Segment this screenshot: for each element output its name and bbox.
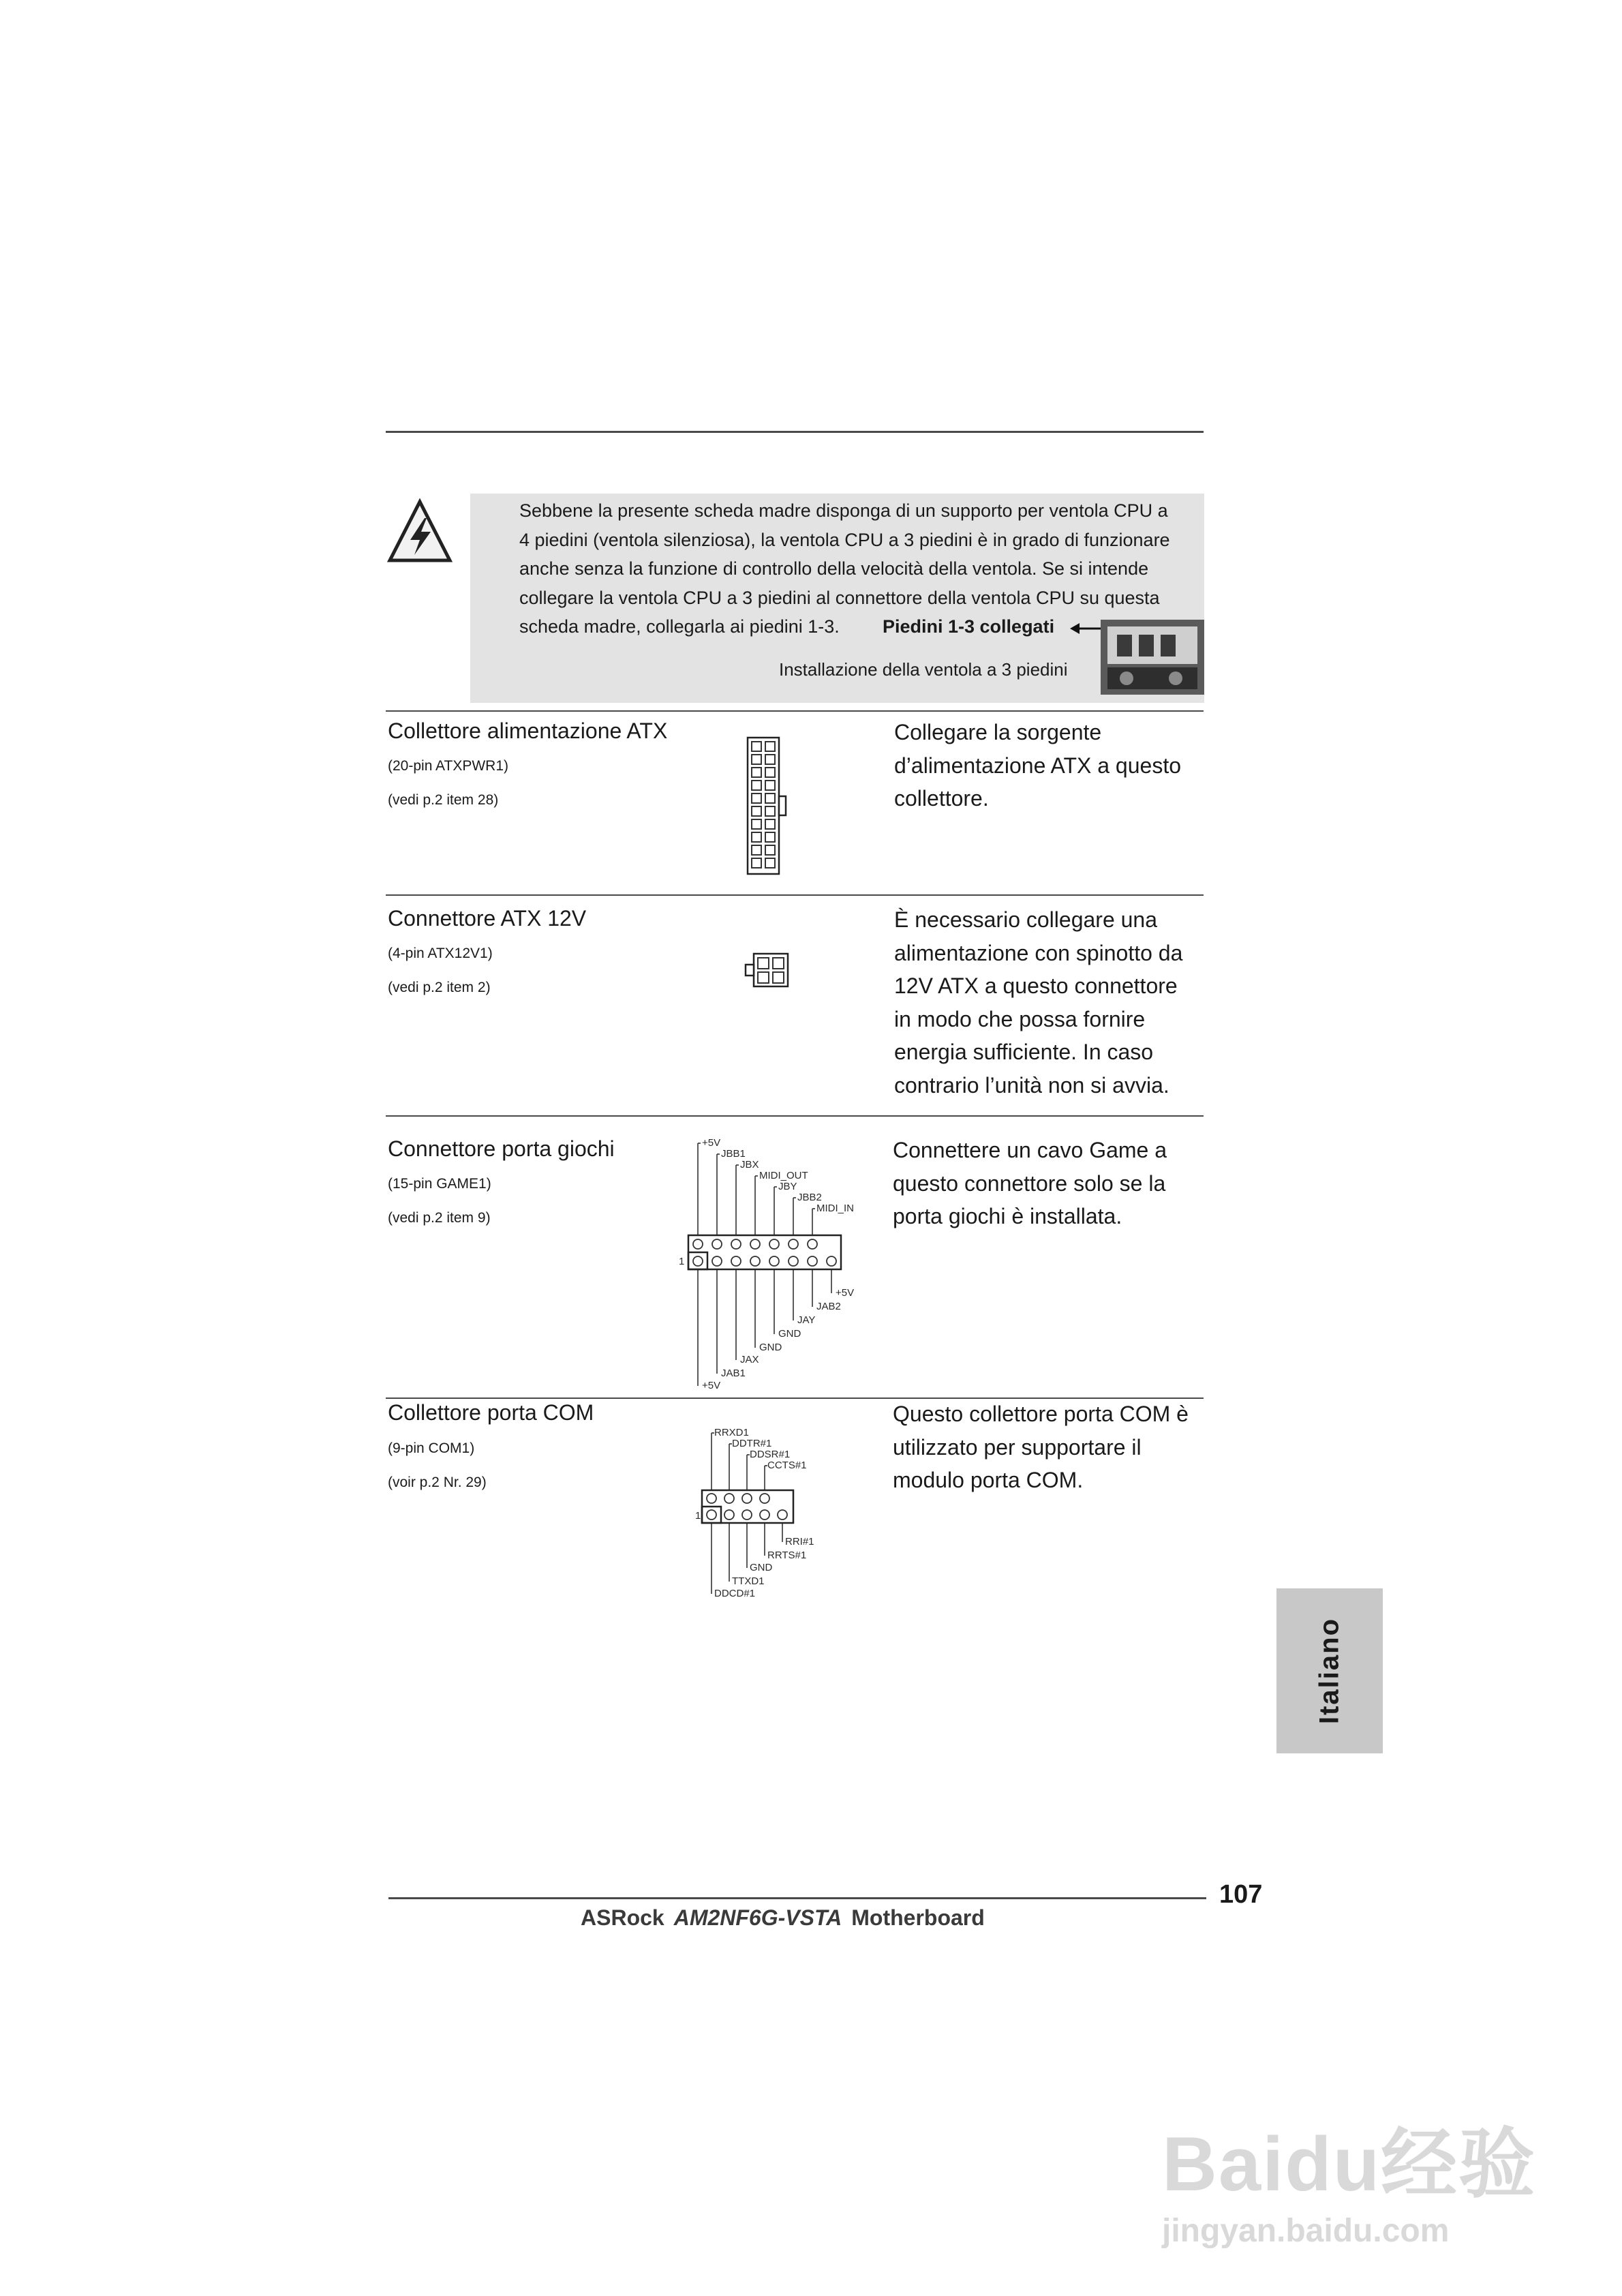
footer-brand: ASRock	[581, 1905, 664, 1930]
footer-product: Motherboard	[851, 1905, 985, 1930]
section-rule	[386, 1115, 1204, 1117]
fan-install-caption: Installazione della ventola a 3 piedini	[779, 659, 1068, 680]
section-ref: (vedi p.2 item 2)	[388, 980, 491, 995]
pin-label: RRI#1	[785, 1536, 814, 1547]
fan-connector-photo	[1101, 620, 1204, 695]
section-pin-info: (20-pin ATXPWR1)	[388, 758, 508, 774]
top-rule	[386, 431, 1204, 433]
pin-label: JBX	[740, 1159, 759, 1170]
pin-label: JBY	[778, 1181, 797, 1192]
section-ref: (vedi p.2 item 28)	[388, 792, 499, 808]
pin-label: JBB1	[721, 1148, 746, 1160]
fan-note-text: Sebbene la presente scheda madre disponga di un supporto per ventola CPU a 4 piedini (ventola silenziosa), la ventola CPU a 3 piedini è in grado di funzionare anche senza la funzione di controllo della velocità della ventola. Se si intende collegare la ventola CPU a 3 piedini al connettore della ventola CPU su questa scheda madre, collegarla ai piedini 1-3.	[519, 500, 1170, 637]
pin-label: +5V	[836, 1287, 855, 1299]
pin-label: DDSR#1	[750, 1449, 791, 1460]
pin-label: DDCD#1	[714, 1588, 756, 1599]
section-title: Collettore alimentazione ATX	[388, 719, 668, 743]
pin-one-label: 1	[695, 1510, 701, 1522]
pin-label: JAB2	[816, 1301, 841, 1312]
section-desc: Questo collettore porta COM è utilizzato per supportare il modulo porta COM.	[893, 1402, 1189, 1492]
pin-one-label: 1	[679, 1256, 685, 1267]
pin-label: DDTR#1	[732, 1438, 772, 1449]
pins-connected-label: Piedini 1-3 collegati	[883, 616, 1055, 637]
atx-power-connector-diagram	[746, 736, 794, 877]
pin-label: GND	[778, 1328, 801, 1340]
footer-model: AM2NF6G-VSTA	[673, 1905, 842, 1930]
page-number: 107	[1219, 1880, 1263, 1909]
section-rule	[386, 894, 1204, 896]
footer-rule	[388, 1897, 1206, 1899]
pin-label: GND	[750, 1562, 773, 1573]
section-pin-info: (4-pin ATX12V1)	[388, 946, 493, 961]
pin-label: +5V	[702, 1380, 721, 1391]
section-desc: Collegare la sorgente d’alimentazione ATX a questo collettore.	[894, 720, 1181, 811]
section-title: Collettore porta COM	[388, 1400, 594, 1425]
pin-label: GND	[759, 1342, 782, 1353]
footer-title	[581, 1905, 985, 1931]
baidu-watermark-url: jingyan.baidu.com	[1162, 2213, 1450, 2249]
fan-note-box	[470, 494, 1204, 703]
pin-label: RRTS#1	[767, 1550, 807, 1561]
section-title: Connettore porta giochi	[388, 1136, 615, 1161]
pin-label: JAX	[740, 1354, 759, 1365]
pin-label: JBB2	[797, 1192, 822, 1203]
pin-label: +5V	[702, 1137, 721, 1149]
baidu-watermark: Baidu经验	[1162, 2121, 1537, 2207]
section-pin-info: (15-pin GAME1)	[388, 1176, 491, 1192]
atx12v-connector-diagram	[743, 951, 792, 989]
warning-icon	[386, 498, 454, 566]
pin-label: RRXD1	[714, 1427, 749, 1438]
language-side-tab	[1276, 1588, 1383, 1753]
pin-label: MIDI_IN	[816, 1203, 855, 1214]
section-pin-info: (9-pin COM1)	[388, 1440, 475, 1456]
arrow-left-icon	[1070, 620, 1104, 637]
section-title: Connettore ATX 12V	[388, 906, 587, 931]
pin-label: MIDI_OUT	[759, 1170, 808, 1181]
com-port-diagram	[695, 1425, 845, 1602]
pin-label: JAB1	[721, 1368, 746, 1379]
game-port-diagram	[675, 1135, 872, 1394]
section-desc: È necessario collegare una alimentazione con spinotto da 12V ATX a questo connettore in modo che possa fornire energia sufficiente. In caso contrario l’unità non si avvia.	[894, 907, 1183, 1098]
pin-label: JAY	[797, 1314, 816, 1326]
section-ref: (voir p.2 Nr. 29)	[388, 1475, 487, 1490]
section-desc: Connettere un cavo Game a questo connettore solo se la porta giochi è installata.	[893, 1138, 1167, 1228]
section-rule	[386, 710, 1204, 712]
pin-label: CCTS#1	[767, 1460, 807, 1471]
section-ref: (vedi p.2 item 9)	[388, 1210, 491, 1226]
pin-label: TTXD1	[732, 1575, 765, 1587]
language-label: Italiano	[1314, 1617, 1345, 1725]
